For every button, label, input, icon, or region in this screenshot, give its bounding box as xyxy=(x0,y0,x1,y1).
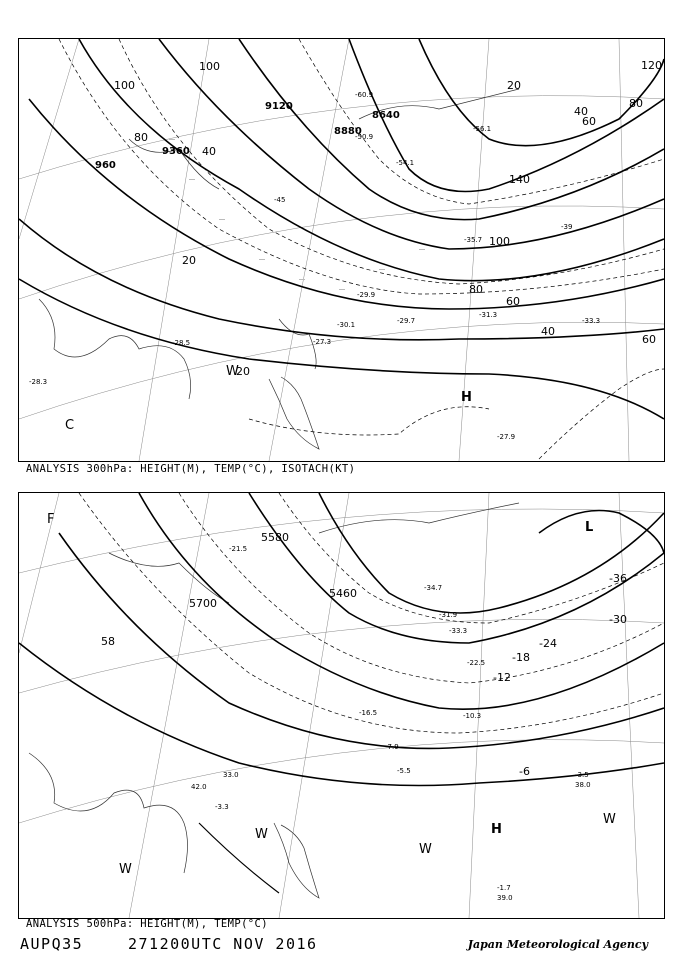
isotherm-label: -36 xyxy=(609,572,627,585)
temperature-label: -29.9 xyxy=(357,291,376,299)
station-value: 38.0 xyxy=(575,781,591,789)
caption-300hpa: ANALYSIS 300hPa: HEIGHT(M), TEMP(°C), ISOTACH(KT) xyxy=(26,463,356,475)
station-value: -16.5 xyxy=(359,709,378,717)
isotach-label: 100 xyxy=(489,235,510,248)
isotach-label: 60 xyxy=(506,295,520,308)
station-value: -31.9 xyxy=(439,611,458,619)
temperature-label: -27.9 xyxy=(497,433,516,441)
analysis-500hpa-map xyxy=(18,492,665,919)
isotach-label: 40 xyxy=(541,325,555,338)
isotach-label: 140 xyxy=(509,173,530,186)
station-value: 42.0 xyxy=(191,783,207,791)
isotach-label: 80 xyxy=(134,131,148,144)
station-value: 33.0 xyxy=(223,771,239,779)
station-value: -3.5 xyxy=(575,771,589,779)
temperature-label: -35.7 xyxy=(464,236,483,244)
height-contours xyxy=(19,493,664,786)
station-value: -22.5 xyxy=(467,659,486,667)
temperature-label: -27.3 xyxy=(313,338,332,346)
chart-id: AUPQ35 xyxy=(20,935,84,953)
temperature-label: -54.1 xyxy=(396,159,415,167)
station-value: -34.7 xyxy=(424,584,443,592)
temperature-label: -28.3 xyxy=(29,378,48,386)
temperature-label: -39 xyxy=(561,223,573,231)
temperature-label: -56.1 xyxy=(473,125,492,133)
height-label: 8880 xyxy=(334,126,362,137)
station-value: -10.3 xyxy=(463,712,482,720)
isotach-label: 40 xyxy=(202,145,216,158)
station-value: -3.3 xyxy=(215,803,229,811)
map-300hpa-graphic xyxy=(19,39,664,461)
high-pressure-marker: H xyxy=(461,390,472,405)
analysis-300hpa-map xyxy=(18,38,665,462)
warm-isotach-label: 20 xyxy=(236,365,250,378)
station-value: -1.7 xyxy=(497,884,511,892)
valid-time: 271200UTC NOV 2016 xyxy=(128,935,318,953)
isotach-label: 80 xyxy=(629,97,643,110)
temperature-label: -30.1 xyxy=(337,321,356,329)
height-label: 9360 xyxy=(162,146,190,157)
temperature-label: -31.3 xyxy=(479,311,498,319)
cold-marker: C xyxy=(65,418,75,433)
isotherm-label: -24 xyxy=(539,637,557,650)
graticule xyxy=(19,39,664,461)
isotach-label: 80 xyxy=(469,283,483,296)
height-label: 5460 xyxy=(329,587,357,600)
low-pressure-marker: L xyxy=(585,520,594,535)
warm-marker: W xyxy=(419,842,432,857)
agency-name: Japan Meteorological Agency xyxy=(467,938,648,951)
wind-barb-cluster xyxy=(169,139,425,290)
temperature-label: -45 xyxy=(274,196,286,204)
isotach-label: 20 xyxy=(182,254,196,267)
coastline xyxy=(39,89,519,449)
station-value: -7.9 xyxy=(385,743,399,751)
isotach-label: 100 xyxy=(199,60,220,73)
warm-marker: W xyxy=(255,827,268,842)
warm-marker: W xyxy=(119,862,132,877)
temperature-label: -60.9 xyxy=(355,91,374,99)
caption-500hpa: ANALYSIS 500hPa: HEIGHT(M), TEMP(°C) xyxy=(26,918,268,930)
height-label: 5700 xyxy=(189,597,217,610)
isotherm-label: -18 xyxy=(512,651,530,664)
height-label: 58 xyxy=(101,635,115,648)
height-label: 5580 xyxy=(261,531,289,544)
isotach-label: 60 xyxy=(642,333,656,346)
graticule xyxy=(19,493,664,918)
isotherms xyxy=(79,493,664,733)
isotach-label: 60 xyxy=(582,115,596,128)
temperature-label: -28.5 xyxy=(172,339,191,347)
isotach-label: 20 xyxy=(507,79,521,92)
height-label: 9120 xyxy=(265,101,293,112)
temperature-label: -50.9 xyxy=(355,133,374,141)
station-value: -21.5 xyxy=(229,545,248,553)
isotach-label: 100 xyxy=(114,79,135,92)
warm-marker: W xyxy=(226,364,239,379)
station-value: -33.3 xyxy=(449,627,468,635)
high-pressure-marker: H xyxy=(491,822,502,837)
height-label: 8640 xyxy=(372,110,400,121)
isotherm-label: -12 xyxy=(493,671,511,684)
temperature-label: -29.7 xyxy=(397,317,416,325)
station-value: -5.5 xyxy=(397,767,411,775)
map-500hpa-graphic xyxy=(19,493,664,918)
isotach-label: 40 xyxy=(574,105,588,118)
temperature-label: -33.3 xyxy=(582,317,601,325)
front-marker: F xyxy=(47,512,55,527)
station-value: 39.0 xyxy=(497,894,513,902)
height-label: 960 xyxy=(95,160,116,171)
isotherm-label: -6 xyxy=(519,765,530,778)
isotherm-label: -30 xyxy=(609,613,627,626)
warm-marker: W xyxy=(603,812,616,827)
isotach-label: 120 xyxy=(641,59,662,72)
